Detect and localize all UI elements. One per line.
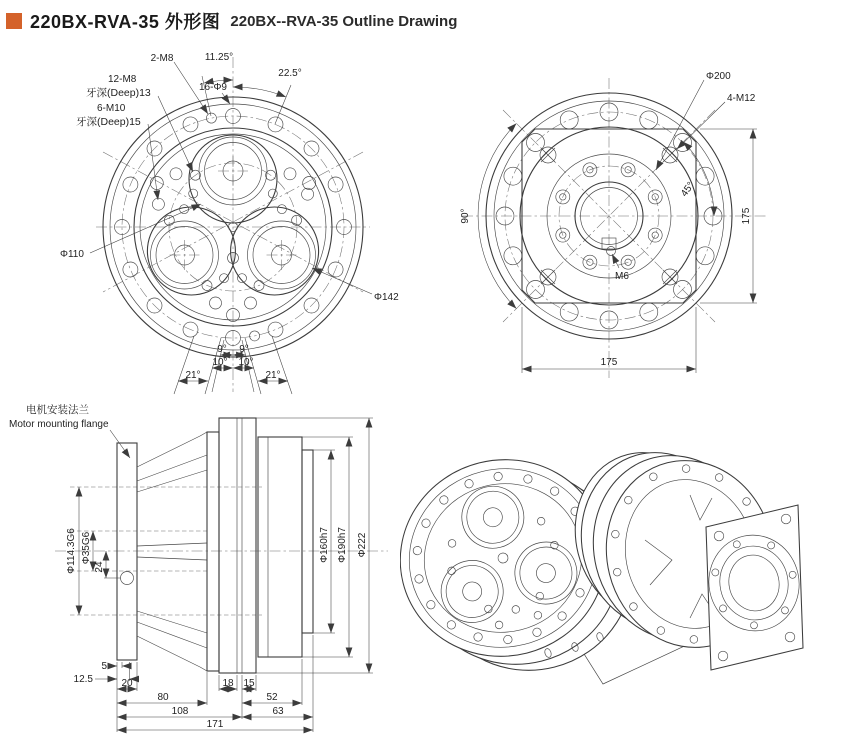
back-view-drawing [440, 38, 854, 400]
dim-175-horizontal: 175 [600, 357, 618, 368]
side-gearbox-body [219, 418, 313, 673]
title-bullet-square [6, 13, 22, 29]
dim-angle-22-5: 22.5° [278, 68, 302, 79]
drawing-title [6, 8, 457, 34]
dim-6-m10-depth: 牙深(Deep)15 [76, 116, 141, 128]
dim-angle-90: 90° [460, 208, 471, 224]
dim-175-vertical: 175 [741, 207, 752, 225]
front-centerlines [96, 57, 370, 392]
dim-phi114: Φ114.3G6 [66, 528, 77, 574]
side-flange-label [9, 403, 130, 458]
dim-angle-21-left: 21° [185, 370, 201, 381]
isometric-views [400, 400, 854, 738]
dim-2-m8: 2-M8 [150, 53, 174, 64]
dim-angle-11-25: 11.25° [204, 52, 234, 63]
dim-m6: M6 [615, 271, 629, 282]
dim-12-m8-depth: 牙深(Deep)13 [86, 87, 151, 99]
dim-20: 20 [121, 678, 133, 689]
side-right-dimensions [256, 418, 373, 673]
dim-80: 80 [157, 692, 169, 703]
dim-phi142: Φ142 [374, 292, 399, 303]
title-en: 220BX--RVA-35 Outline Drawing [230, 12, 458, 30]
dim-phi200: Φ200 [706, 71, 731, 82]
dim-angle-10-left: 10° [212, 357, 228, 368]
dim-phi222: Φ222 [357, 532, 368, 558]
side-left-dimensions [66, 487, 121, 615]
dim-24: 24 [94, 561, 105, 573]
dim-angle-10-right: 10° [238, 357, 254, 368]
side-motor-flange [117, 443, 137, 660]
dim-12-5: 12.5 [73, 674, 93, 685]
side-bottom-dimensions [74, 635, 313, 732]
side-view-drawing [0, 400, 400, 738]
dim-phi190: Φ190h7 [337, 527, 348, 563]
dim-108: 108 [171, 706, 189, 717]
dim-angle-9-right: 9° [239, 344, 249, 355]
dim-5: 5 [101, 661, 107, 672]
dim-angle-45: 45° [679, 180, 697, 199]
dim-phi110: Φ110 [60, 249, 84, 260]
title-zh: 220BX-RVA-35 外形图 [30, 12, 221, 32]
dim-12-m8: 12-M8 [108, 74, 137, 85]
dim-18: 18 [222, 678, 234, 689]
dim-52: 52 [266, 692, 278, 703]
front-view-drawing [0, 38, 440, 400]
dim-angle-9-left: 9° [217, 344, 227, 355]
dim-angle-21-right: 21° [265, 370, 281, 381]
dim-4-m12: 4-M12 [727, 93, 756, 104]
dim-phi35: Φ35G6 [81, 531, 92, 565]
dim-phi160: Φ160h7 [319, 527, 330, 563]
label-flange-zh: 电机安装法兰 [26, 404, 89, 416]
dim-171: 171 [206, 719, 224, 730]
dim-15: 15 [243, 678, 255, 689]
back-dimensions [460, 71, 757, 373]
side-cone-adapter [137, 432, 219, 671]
dim-63: 63 [272, 706, 284, 717]
back-centerlines [462, 78, 768, 378]
label-flange-en: Motor mounting flange [9, 419, 109, 430]
dim-6-m10: 6-M10 [97, 103, 126, 114]
dim-16-phi9: 16-Φ9 [199, 82, 227, 93]
